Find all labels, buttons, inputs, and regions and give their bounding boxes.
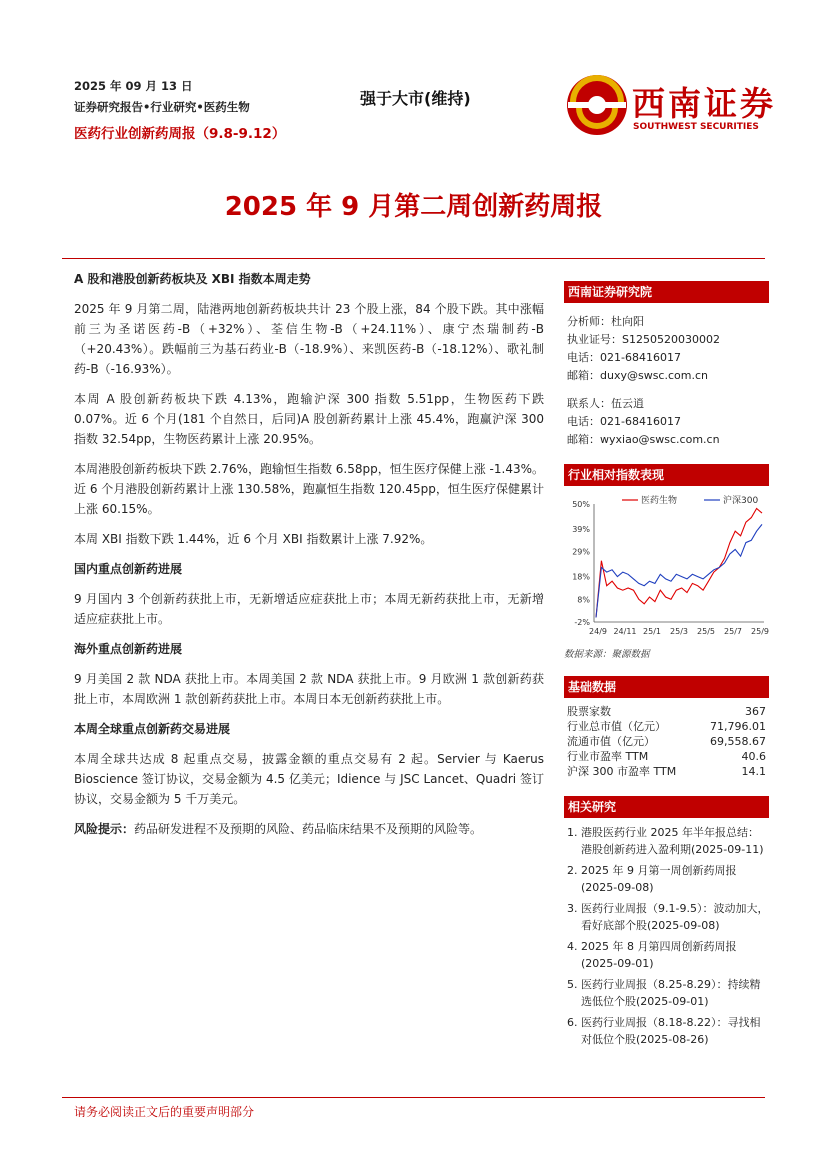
y-tick-label: -2% xyxy=(574,618,590,627)
basic-data-row: 股票家数 367 xyxy=(567,705,766,718)
y-tick-label: 50% xyxy=(572,500,590,509)
divider xyxy=(62,258,765,259)
section-title: A 股和港股创新药板块及 XBI 指数本周走势 xyxy=(74,272,311,286)
risk-warning xyxy=(74,819,544,839)
report-series: 医药行业创新药周报（9.8-9.12） xyxy=(74,126,286,142)
chart-source: 数据来源：聚源数据 xyxy=(564,649,650,660)
y-tick-label: 29% xyxy=(572,547,590,557)
section-title: 本周全球重点创新药交易进展 xyxy=(74,722,231,736)
contact-name: 联系人：伍云逍 xyxy=(567,397,644,410)
paragraph: 本周 A 股创新药板块下跌 4.13%，跑输沪深 300 指数 5.51pp，生物医药下跌 0.07%。近 6 个月(181 个自然日，后同)A 股创新药累计上涨 45.4%，跑赢沪深 300 指数 32.54pp，生物医药累计上涨 20.95%。 xyxy=(74,392,544,446)
analyst-box xyxy=(564,281,769,449)
basic-data-row: 行业总市值（亿元） 71,796.01 xyxy=(567,720,766,733)
related-report-link[interactable]: 4. 2025 年 8 月第四周创新药周报 (2025-09-01) xyxy=(567,940,737,970)
related-report-link[interactable]: 3. 医药行业周报（9.1-9.5）：波动加大，看好底部个股(2025-09-08) xyxy=(567,902,769,932)
industry-rating: 强于大市(维持) xyxy=(360,89,471,108)
legend-label: 医药生物 xyxy=(641,496,678,506)
logo-english-text: SOUTHWEST SECURITIES xyxy=(633,122,759,132)
y-tick-label: 8% xyxy=(577,595,590,605)
x-tick-label: 25/1 xyxy=(643,627,661,636)
paragraph: 本周 XBI 指数下跌 1.44%，近 6 个月 XBI 指数累计上涨 7.92%。 xyxy=(74,532,433,546)
basic-data-row: 沪深 300 市盈率 TTM 14.1 xyxy=(567,765,766,778)
report-category: 证券研究报告•行业研究•医药生物 xyxy=(74,100,250,114)
paragraph: 9 月美国 2 款 NDA 获批上市。本周美国 2 款 NDA 获批上市。9 月欧洲 1 款创新药获批上市，本周欧洲 1 款创新药获批上市。本周日本无创新药获批上市。 xyxy=(74,672,544,706)
x-tick-label: 24/11 xyxy=(613,627,637,636)
analyst-phone: 电话：021-68416017 xyxy=(567,351,681,364)
chart-title: 行业相对指数表现 xyxy=(564,464,769,486)
paragraph: 本周港股创新药板块下跌 2.76%，跑输恒生指数 6.58pp，恒生医疗保健上涨 -1.43%。近 6 个月港股创新药累计上涨 130.58%，跑赢恒生指数 120.45pp，恒生医疗保健累计上涨 60.15%。 xyxy=(74,462,544,516)
analyst-license: 执业证号：S1250520030002 xyxy=(567,333,720,346)
basic-data-row: 流通市值（亿元） 69,558.67 xyxy=(567,735,766,748)
related-report-link[interactable]: 2. 2025 年 9 月第一周创新药周报 (2025-09-08) xyxy=(567,864,737,894)
analyst-name: 分析师：杜向阳 xyxy=(567,315,644,328)
basic-data-title: 基础数据 xyxy=(564,676,769,698)
y-tick-label: 39% xyxy=(572,524,590,534)
related-report-link[interactable]: 5. 医药行业周报（8.25-8.29）：持续精选低位个股(2025-09-01) xyxy=(567,978,761,1008)
section-title: 国内重点创新药进展 xyxy=(74,562,183,576)
related-title: 相关研究 xyxy=(564,796,769,818)
legend-label: 沪深300 xyxy=(723,496,759,506)
company-logo xyxy=(564,72,776,140)
paragraph: 2025 年 9 月第二周，陆港两地创新药板块共计 23 个股上涨，84 个股下跌。其中涨幅前三为圣诺医药-B（+32%）、荃信生物-B（+24.11%）、康宁杰瑞制药-B（+20.43%）。跌幅前三为基石药业-B（-18.9%）、来凯医药-B（-18.12%）、歌礼制药-B（-16.93%）。 xyxy=(74,302,544,376)
related-report-link[interactable]: 6. 医药行业周报（8.18-8.22）：寻找相对低位个股(2025-08-26) xyxy=(567,1016,761,1046)
risk-label: 风险提示： xyxy=(74,822,135,836)
basic-data-row: 行业市盈率 TTM 40.6 xyxy=(567,750,766,763)
relative-index-chart-box xyxy=(564,464,769,660)
footer-divider xyxy=(62,1097,765,1098)
related-research-box xyxy=(564,796,769,1052)
contact-phone: 电话：021-68416017 xyxy=(567,415,681,428)
x-tick-label: 25/3 xyxy=(670,627,688,636)
report-title: 2025 年 9 月第二周创新药周报 xyxy=(224,192,603,222)
x-tick-label: 25/9 xyxy=(751,627,769,636)
summary-body xyxy=(74,269,544,849)
section-title: 海外重点创新药进展 xyxy=(74,642,183,656)
relative-index-chart xyxy=(564,492,769,642)
paragraph: 9 月国内 3 个创新药获批上市，无新增适应症获批上市；本周无新药获批上市，无新增适应症获批上市。 xyxy=(74,592,544,626)
risk-text: 药品研发进程不及预期的风险、药品临床结果不及预期的风险等。 xyxy=(134,822,483,836)
x-tick-label: 25/7 xyxy=(724,627,742,636)
paragraph: 本周全球共达成 8 起重点交易，披露金额的重点交易有 2 起。Servier 与 Kaerus Bioscience 签订协议，交易金额为 4.5 亿美元；Idience 与 JSC Lancet、Quadri 签订协议，交易金额为 5 千万美元。 xyxy=(74,752,544,806)
x-tick-label: 24/9 xyxy=(589,627,607,636)
report-date: 2025 年 09 月 13 日 xyxy=(74,79,193,93)
series-line xyxy=(596,524,762,617)
contact-email: 邮箱：wyxiao@swsc.com.cn xyxy=(567,433,720,446)
related-report-link[interactable]: 1. 港股医药行业 2025 年半年报总结：港股创新药进入盈利期(2025-09-11) xyxy=(567,826,764,856)
basic-data-box xyxy=(564,676,769,779)
logo-emblem-icon xyxy=(564,72,630,138)
series-line xyxy=(596,509,762,618)
logo-chinese-text: 西南证券 xyxy=(632,84,776,123)
y-tick-label: 18% xyxy=(572,572,590,582)
institute-title: 西南证券研究院 xyxy=(564,281,769,303)
x-tick-label: 25/5 xyxy=(697,627,715,636)
footer-disclaimer: 请务必阅读正文后的重要声明部分 xyxy=(74,1105,255,1119)
analyst-email: 邮箱：duxy@swsc.com.cn xyxy=(567,369,708,382)
